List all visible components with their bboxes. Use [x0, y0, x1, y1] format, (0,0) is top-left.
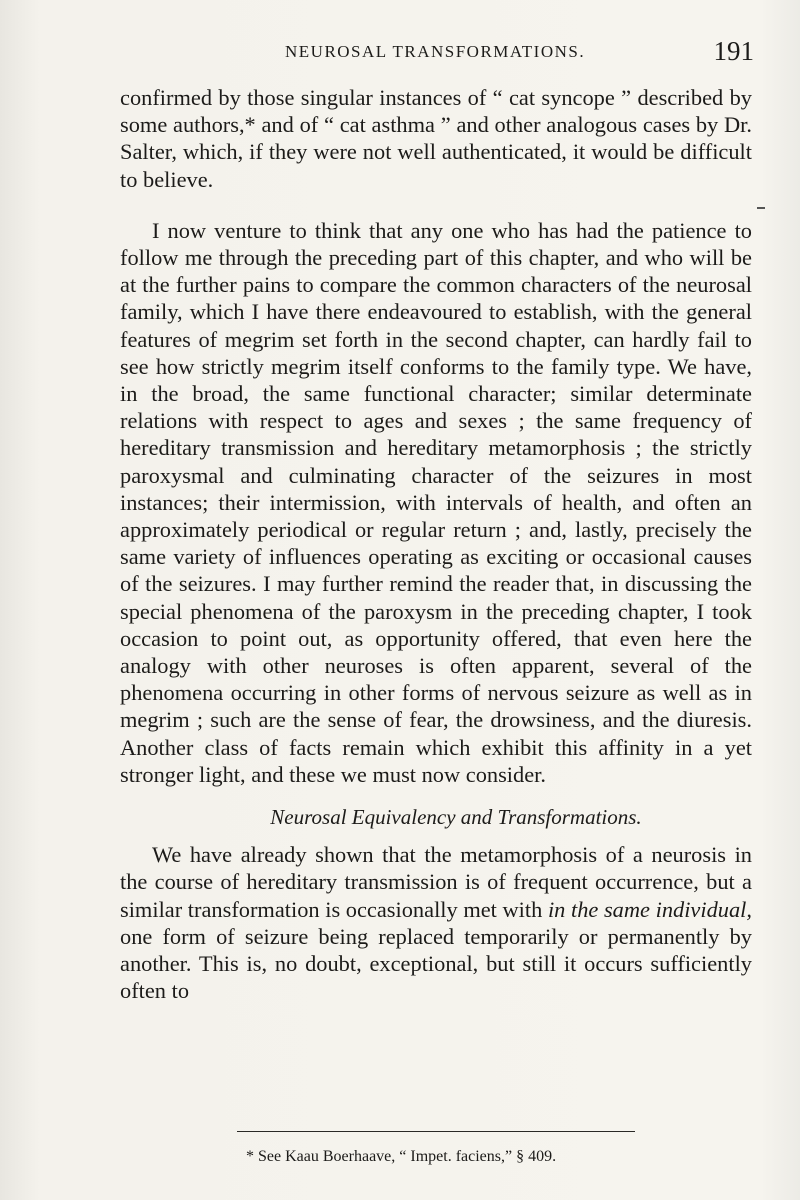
paragraph-3-emphasis: in the same individual,: [547, 896, 752, 922]
paragraph-3-text-before: We have already shown that the metamorphosis of a neurosis in the course of hereditary transmission is of frequent occurrence, but a similar transformation is occasionally met with: [120, 842, 752, 922]
body-text: [120, 84, 752, 1005]
margin-mark: [757, 207, 765, 209]
paragraph-3: [120, 841, 752, 1004]
paragraph-2: I now venture to think that any one who has had the patience to follow me through the preceding part of this chapter, and who will be at the further pains to compare the common characters of the neurosal family, which I have there endeavoured to establish, with the general features of megrim set forth in the second chapter, can hardly fail to see how strictly megrim itself conforms to the family type. We have, in the broad, the same functional character; similar determinate relations with respect to ages and sexes ; the same frequency of hereditary transmission and hereditary metamorphosis ; the strictly paroxysmal and culminating character of the seizures in most instances; their intermission, with intervals of health, and often an approximately periodical or regular return ; and, lastly, precisely the same variety of influences operating as exciting or occasional causes of the seizures. I may further remind the reader that, in discussing the special phenomena of the paroxysm in the preceding chapter, I took occasion to point out, as opportunity offered, that even here the analogy with other neuroses is often apparent, several of the phenomena occurring in other forms of nervous seizure as well as in megrim ; such are the sense of fear, the drowsiness, and the diuresis. Another class of facts remain which exhibit this affinity in a yet stronger light, and these we must now consider.: [120, 217, 752, 787]
footnote-rule: [237, 1131, 635, 1132]
paragraph-3-text-after: one form of seizure being replaced temporarily or permanently by another. This is, no doubt, exceptional, but still it occurs sufficiently often to: [120, 923, 752, 1004]
section-heading: Neurosal Equivalency and Transformations.: [270, 805, 642, 830]
paragraph-1: confirmed by those singular instances of “ cat syncope ” described by some authors,* and of “ cat asthma ” and other analogous cases by Dr. Salter, which, if they were not well authenticated, it would be difficult to believe.: [120, 85, 752, 192]
footnote: * See Kaau Boerhaave, “ Impet. faciens,” § 409.: [246, 1148, 557, 1165]
page-number: 191: [713, 36, 754, 66]
running-title: NEUROSAL TRANSFORMATIONS.: [285, 42, 586, 61]
running-head: [120, 36, 760, 70]
